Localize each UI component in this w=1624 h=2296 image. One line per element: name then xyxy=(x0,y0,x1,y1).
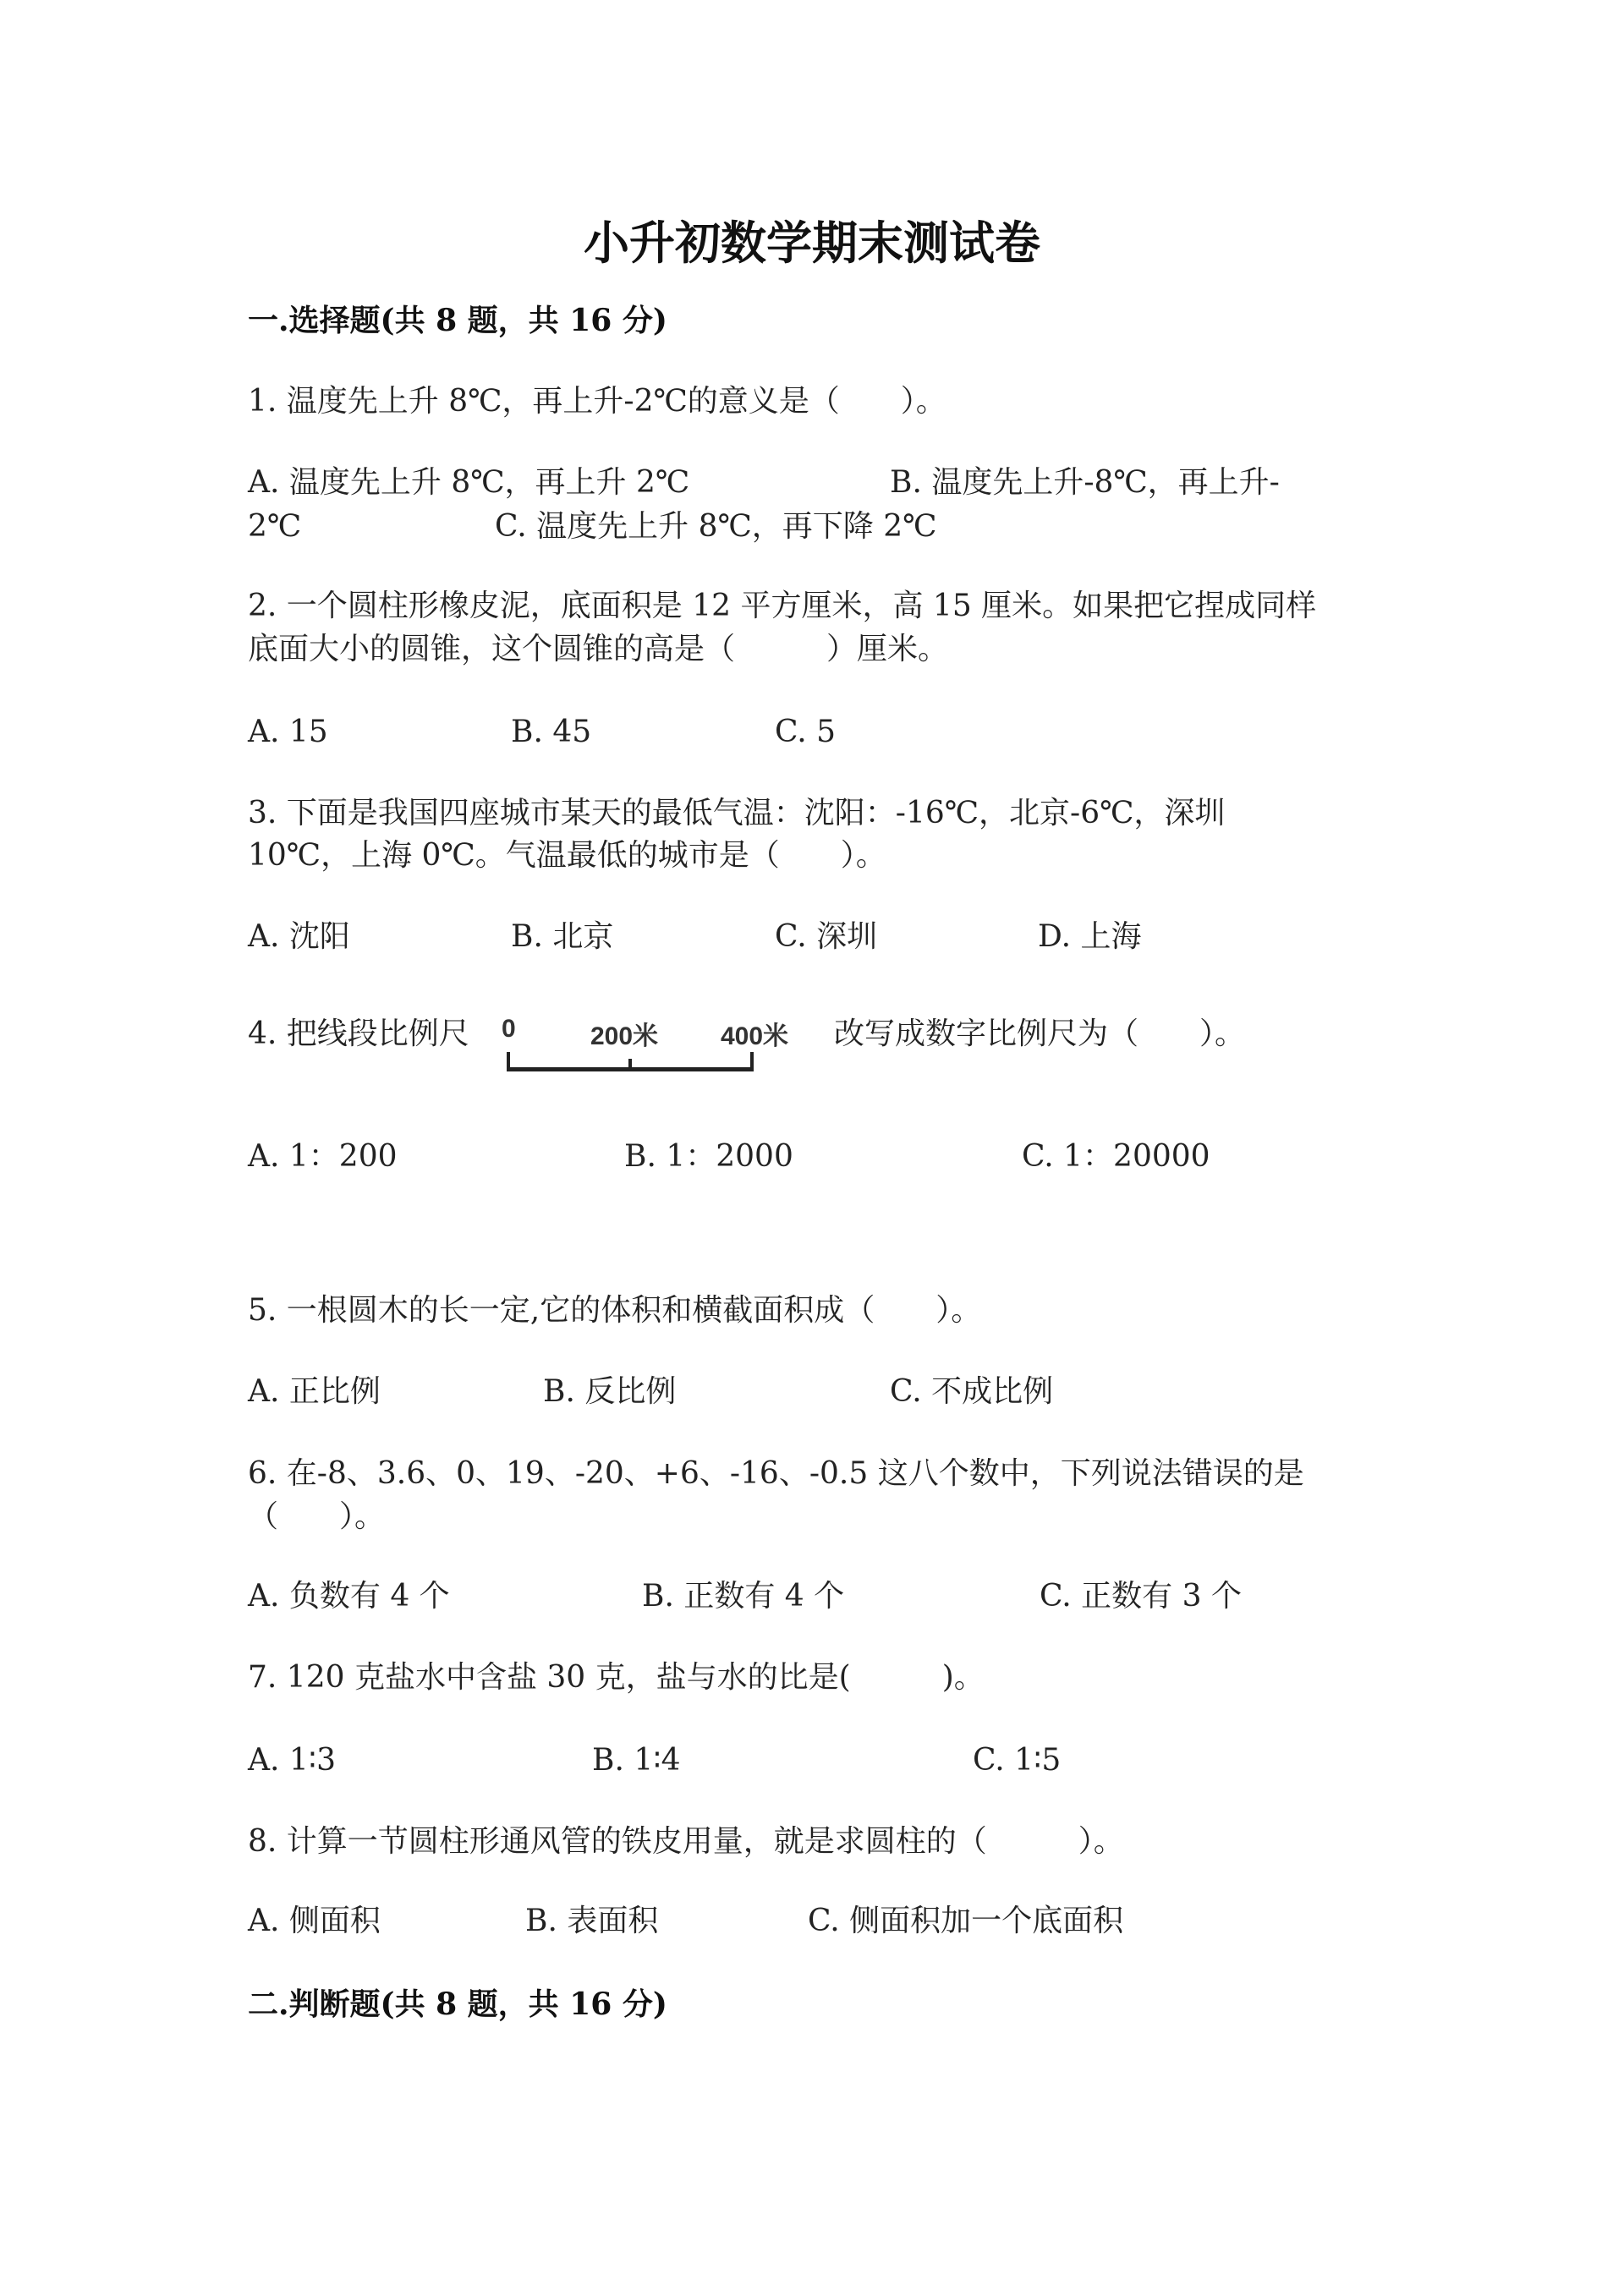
option-c: C. 1：20000 xyxy=(1022,1139,1210,1174)
question-stem: 6. 在-8、3.6、0、19、-20、+6、-16、-0.5 这八个数中，下列说法错误的是 xyxy=(248,1456,1304,1491)
option-a: A. 侧面积 xyxy=(248,1904,381,1938)
question-stem: 3. 下面是我国四座城市某天的最低气温：沈阳：-16℃，北京-6℃，深圳 xyxy=(248,796,1226,830)
option-b: B. 反比例 xyxy=(543,1374,677,1409)
scale-label: 200米 xyxy=(590,1022,659,1050)
option-a: A. 负数有 4 个 xyxy=(248,1579,450,1614)
option-b-cont: 2℃ xyxy=(248,509,302,544)
option-b: B. 45 xyxy=(511,715,592,749)
scale-tick xyxy=(628,1059,632,1071)
section-heading: 二.判断题(共 8 题，共 16 分) xyxy=(248,1986,667,2022)
option-c: C. 5 xyxy=(775,715,837,749)
question-stem-cont: 改写成数字比例尺为（ ）。 xyxy=(834,1016,1246,1051)
option-c: C. 不成比例 xyxy=(890,1374,1054,1409)
question-stem: 2. 一个圆柱形橡皮泥，底面积是 12 平方厘米，高 15 厘米。如果把它捏成同样 xyxy=(248,589,1317,623)
question-stem: 5. 一根圆木的长一定,它的体积和横截面积成（ ）。 xyxy=(248,1293,982,1328)
option-c: C. 正数有 3 个 xyxy=(1040,1579,1242,1614)
option-b: B. 正数有 4 个 xyxy=(642,1579,845,1614)
option-c: C. 侧面积加一个底面积 xyxy=(808,1904,1124,1938)
option-a: A. 正比例 xyxy=(248,1374,381,1409)
question-stem-cont: 10℃，上海 0℃。气温最低的城市是（ ）。 xyxy=(248,838,886,873)
scale-tick xyxy=(750,1052,754,1071)
option-a: A. 15 xyxy=(248,715,328,749)
line-scale-figure xyxy=(502,1015,806,1082)
question-stem: 1. 温度先上升 8℃，再上升-2℃的意义是（ ）。 xyxy=(248,384,946,419)
scale-tick xyxy=(507,1052,510,1071)
option-a: A. 温度先上升 8℃，再上升 2℃ xyxy=(248,465,690,500)
question-stem-cont: 底面大小的圆锥，这个圆锥的高是（ ）厘米。 xyxy=(248,632,949,666)
option-c: C. 深圳 xyxy=(775,919,878,954)
option-c: C. 1∶5 xyxy=(973,1743,1062,1778)
option-d: D. 上海 xyxy=(1038,919,1142,954)
option-a: A. 1：200 xyxy=(248,1139,398,1174)
option-b: B. 1：2000 xyxy=(624,1139,793,1174)
question-stem: 8. 计算一节圆柱形通风管的铁皮用量，就是求圆柱的（ ）。 xyxy=(248,1824,1124,1859)
question-stem: 4. 把线段比例尺 xyxy=(248,1016,469,1051)
option-a: A. 沈阳 xyxy=(248,919,350,954)
option-b: B. 1∶4 xyxy=(592,1743,681,1778)
section-heading: 一.选择题(共 8 题，共 16 分) xyxy=(248,303,667,338)
option-b: B. 北京 xyxy=(511,919,614,954)
question-stem: 7. 120 克盐水中含盐 30 克，盐与水的比是( )。 xyxy=(248,1660,985,1695)
question-stem-cont: （ ）。 xyxy=(248,1499,386,1534)
scale-label: 400米 xyxy=(721,1022,789,1050)
option-b: B. 温度先上升-8℃，再上升- xyxy=(890,465,1280,500)
option-a: A. 1∶3 xyxy=(248,1743,337,1778)
option-c: C. 温度先上升 8℃，再下降 2℃ xyxy=(495,509,937,544)
option-b: B. 表面积 xyxy=(525,1904,659,1938)
scale-label: 0 xyxy=(502,1015,516,1043)
page-title: 小升初数学期末测试卷 xyxy=(584,216,1040,270)
